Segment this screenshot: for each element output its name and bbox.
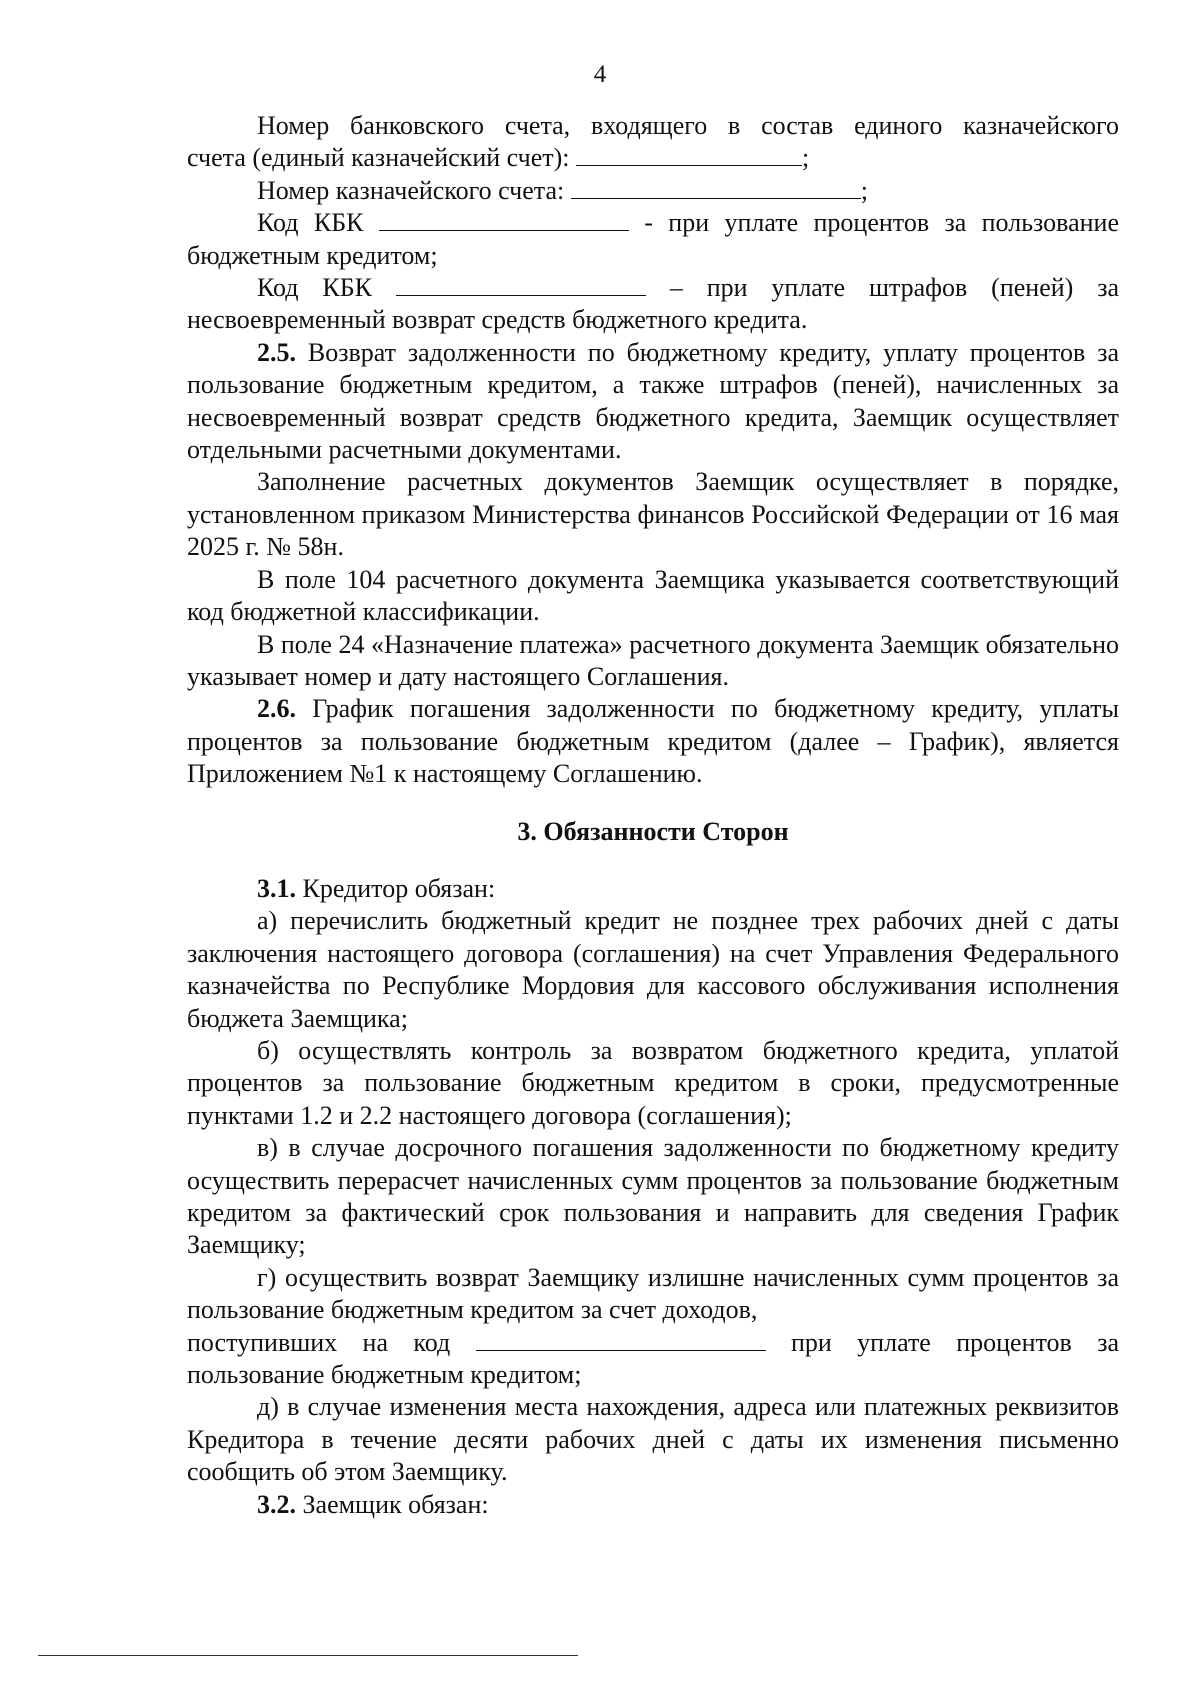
paragraph-3-1-text: Кредитор обязан: <box>302 873 496 903</box>
item-v-text: в) в случае досрочного погашения задолженности по бюджетному кредиту осуществить перерасчет начисленных сумм процентов за пользование бюджетным кредитом за фактический срок пользования и направить для сведения График Заемщику; <box>187 1133 1119 1260</box>
item-d-text: д) в случае изменения места нахождения, адреса или платежных реквизитов Кредитора в течение десяти рабочих дней с даты их изменения письменно сообщить об этом Заемщику. <box>187 1392 1119 1487</box>
paragraph-3-2 <box>187 1489 1119 1521</box>
paragraph-2-6 <box>187 693 1119 790</box>
paragraph-2-6-text: График погашения задолженности по бюджетному кредиту, уплаты процентов за пользование бюджетным кредитом (далее – График), является Приложением №1 к настоящему Соглашению. <box>187 694 1119 789</box>
footnote-divider <box>38 1655 578 1656</box>
item-b-text: б) осуществлять контроль за возвратом бюджетного кредита, уплатой процентов за пользование бюджетным кредитом в сроки, предусмотренные пунктами 1.2 и 2.2 настоящего договора (соглашения); <box>187 1035 1119 1130</box>
item-a-text: а) перечислить бюджетный кредит не позднее трех рабочих дней с даты заключения настоящего договора (соглашения) на счет Управления Федерального казначейства по Республике Мордовия для кассового обслуживания исполнения бюджета Заемщика; <box>187 906 1119 1033</box>
treasury-account-label: Номер казначейского счета: <box>257 175 565 205</box>
item-d <box>187 1391 1119 1488</box>
item-b <box>187 1035 1119 1132</box>
kbk-interest-line-2 <box>187 240 1119 272</box>
account-number-end: ; <box>802 143 810 173</box>
paragraph-2-5 <box>187 337 1119 467</box>
item-g <box>187 1262 1119 1327</box>
kbk-interest-text-cont: бюджетным кредитом; <box>187 240 438 270</box>
paragraph-field-24 <box>187 629 1119 694</box>
kbk-interest-text: - при уплате процентов за пользование <box>644 208 1120 238</box>
kbk-interest-label: Код КБК <box>257 208 364 238</box>
item-g-code-text: при уплате процентов за <box>790 1327 1120 1357</box>
item-g-code-line <box>187 1327 1119 1359</box>
paragraph-2-5-text: Возврат задолженности по бюджетному кредиту, уплату процентов за пользование бюджетным кредитом, а также штрафов (пеней), начисленных за несвоевременный возврат средств бюджетного кредита, Заемщик осуществляет отдельными расчетными документами. <box>187 337 1119 465</box>
item-g-code-label: поступивших на код <box>187 1327 451 1357</box>
document-body <box>187 110 1119 1521</box>
kbk-penalty-line <box>187 272 1119 304</box>
kbk-penalty-label: Код КБК <box>257 273 373 303</box>
paragraph-2-6-number: 2.6. <box>257 694 296 724</box>
kbk-penalty-text-cont: несвоевременный возврат средств бюджетного кредита. <box>187 305 808 335</box>
paragraph-fill-docs <box>187 466 1119 563</box>
item-v <box>187 1132 1119 1262</box>
paragraph-2-5-number: 2.5. <box>257 337 296 367</box>
item-g-line-end <box>187 1359 1119 1391</box>
section-3-heading: 3. Обязанности Сторон <box>517 816 789 846</box>
kbk-penalty-blank <box>396 275 646 296</box>
kbk-penalty-text: – при уплате штрафов (пеней) за <box>669 273 1120 303</box>
account-number-label-cont: счета (единый казначейский счет): <box>187 143 570 173</box>
item-g-code-blank <box>476 1330 766 1351</box>
paragraph-3-2-text: Заемщик обязан: <box>302 1489 489 1519</box>
account-number-line-1 <box>187 110 1119 142</box>
account-number-blank <box>576 145 802 166</box>
paragraph-field-104-text: В поле 104 расчетного документа Заемщика указывается соответствующий код бюджетной классификации. <box>187 564 1119 627</box>
page-number: 4 <box>593 61 607 88</box>
paragraph-field-104 <box>187 564 1119 629</box>
paragraph-3-1 <box>187 873 1119 905</box>
treasury-account-line <box>187 175 1119 207</box>
treasury-account-blank <box>571 178 861 199</box>
paragraph-field-24-text: В поле 24 «Назначение платежа» расчетного документа Заемщик обязательно указывает номер и дату настоящего Соглашения. <box>187 629 1119 691</box>
item-a <box>187 905 1119 1035</box>
item-g-text: г) осуществить возврат Заемщику излишне начисленных сумм процентов за пользование бюджетным кредитом за счет доходов, <box>187 1262 1119 1325</box>
paragraph-3-1-number: 3.1. <box>257 873 296 903</box>
item-g-text-end: пользование бюджетным кредитом; <box>187 1360 582 1390</box>
kbk-penalty-line-2 <box>187 304 1119 336</box>
paragraph-3-2-number: 3.2. <box>257 1489 296 1519</box>
treasury-account-end: ; <box>860 175 868 205</box>
account-number-label: Номер банковского счета, входящего в состав единого казначейского <box>257 111 1119 140</box>
paragraph-fill-docs-text: Заполнение расчетных документов Заемщик осуществляет в порядке, установленном приказом Министерства финансов Российской Федерации от 16 мая 2025 г. № 58н. <box>187 467 1119 562</box>
kbk-interest-blank <box>379 210 629 231</box>
kbk-interest-line <box>187 207 1119 239</box>
account-number-line-2 <box>187 142 1119 174</box>
